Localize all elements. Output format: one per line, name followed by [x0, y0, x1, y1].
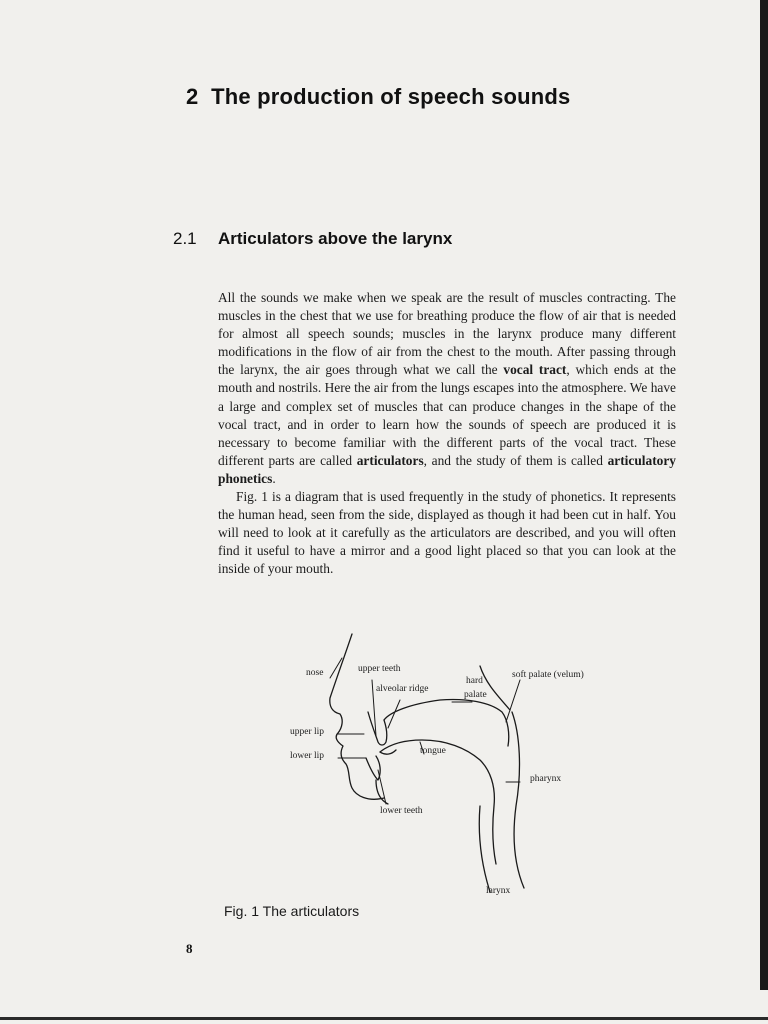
label-soft-palate: soft palate (velum) — [512, 670, 584, 680]
chapter-number: 2 — [186, 84, 199, 109]
paragraph-2: Fig. 1 is a diagram that is used frequently in the study of phonetics. It represents the human head, seen from the side, displayed as though it had been cut in half. You will need to look at it carefully as the articulators are described, and you will often find it useful to have a mirror and a good light placed so that you can look at the inside of your mouth. — [218, 489, 676, 577]
chapter-title-text: The production of speech sounds — [211, 84, 571, 109]
section-title: Articulators above the larynx — [218, 229, 453, 248]
label-pharynx: pharynx — [530, 774, 562, 784]
paragraph-1-text-a: All the sounds we make when we speak are the result of muscles contracting. The muscles in the chest that we use for breathing produce the flow of air that is needed for almost all speech sounds; muscles in the larynx produce many different modifications in the flow of air from the chest to the mouth. After passing through the larynx, the air goes through what we call the — [218, 290, 676, 378]
label-upper-teeth: upper teeth — [358, 664, 401, 674]
label-lower-teeth: lower teeth — [380, 806, 423, 816]
body-text — [218, 289, 676, 579]
section-number: 2.1 — [173, 229, 197, 248]
leader-alveolar-ridge — [388, 700, 400, 728]
label-palate: palate — [464, 690, 487, 700]
label-larynx: larynx — [486, 886, 511, 896]
throat-outline — [479, 806, 490, 892]
label-hard: hard — [466, 676, 483, 686]
term-articulators: articulators — [356, 452, 424, 468]
label-nose: nose — [306, 668, 324, 678]
palate-outline — [384, 700, 509, 747]
term-vocal-tract: vocal tract — [503, 362, 567, 378]
paragraph-1-text-d: . — [272, 470, 276, 486]
mouth-floor — [376, 780, 388, 804]
figure-caption: Fig. 1 The articulators — [224, 903, 360, 919]
lower-teeth-outline — [366, 756, 380, 780]
label-alveolar-ridge: alveolar ridge — [376, 684, 429, 694]
page-number: 8 — [186, 941, 193, 956]
pharynx-wall — [512, 712, 524, 888]
upper-teeth-outline — [368, 712, 387, 745]
page-edge-shadow — [760, 0, 768, 990]
label-tongue: tongue — [420, 746, 446, 756]
face-profile — [330, 634, 384, 799]
page-bottom-edge — [0, 1017, 768, 1020]
articulators-diagram — [280, 630, 620, 910]
paragraph-1-text-b: , which ends at the mouth and nostrils. Here the air from the lungs escapes into the atmosphere. We have a large and complex set of muscles that can produce changes in the shape of the vocal tract, and in order to learn how the sounds of speech are produced it is necessary to become familiar with the different parts of the vocal tract. These different parts are called — [218, 362, 676, 468]
chapter-title — [186, 84, 571, 110]
label-upper-lip: upper lip — [290, 727, 325, 737]
paragraph-1 — [218, 289, 676, 488]
tongue-outline — [380, 740, 496, 864]
paragraph-1-text-c: , and the study of them is called — [423, 452, 608, 468]
term-articulatory-phonetics: articulatory phonetics — [218, 452, 676, 486]
section-heading — [173, 229, 452, 249]
label-lower-lip: lower lip — [290, 751, 325, 761]
